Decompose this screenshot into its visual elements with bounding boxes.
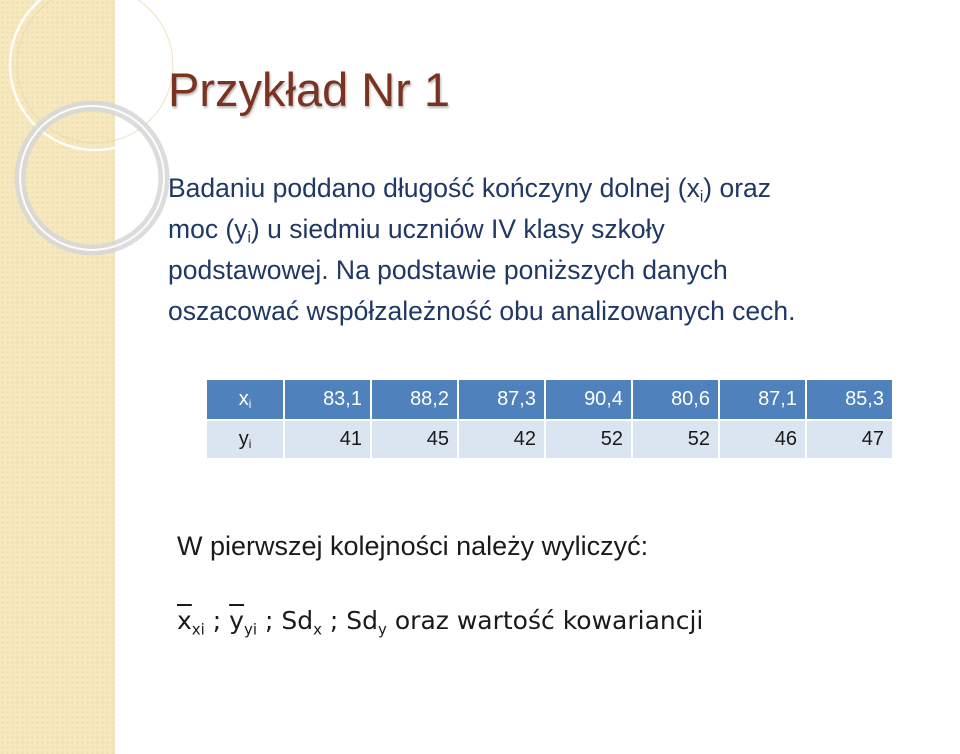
table-cell: 52 [632,420,719,459]
table-row-y [206,420,893,459]
x-mean-symbol: $\overline{x}$ [177,606,192,635]
separator: ; [204,606,230,635]
table-row-x [206,379,893,420]
section-heading: W pierwszej kolejności należy wyliczyć: [177,531,649,561]
slide-title: Przykład Nr 1 [168,63,451,116]
row-label-x [206,379,284,420]
description-line-3: podstawowej. Na podstawie poniższych danych [168,255,728,285]
y-mean-symbol: $\overline{y}$ [229,606,244,635]
table-cell: 87,3 [458,379,545,420]
row-label-text: x [238,388,249,410]
description-text: moc (y [168,214,248,244]
description-text: ) u siedmiu uczniów IV klasy szkoły [250,214,665,244]
table-cell: 85,3 [806,379,893,420]
sd-y-symbol: ; Sd [321,606,379,635]
table-cell: 52 [545,420,632,459]
table-cell: 47 [806,420,893,459]
subscript: x [313,620,322,639]
subscript: i [247,229,251,247]
problem-description [168,168,948,332]
subscript: xi [191,620,205,639]
table-cell: 80,6 [632,379,719,420]
table-cell: 41 [284,420,371,459]
table-cell: 42 [458,420,545,459]
description-text: Badaniu poddano długość kończyny dolnej (x [168,173,700,203]
subscript: y [378,620,387,639]
description-line-4: oszacować współzależność obu analizowanych cech. [168,296,796,326]
table-cell: 46 [719,420,806,459]
table-cell: 90,4 [545,379,632,420]
table-cell: 88,2 [371,379,458,420]
description-line-1 [168,168,948,209]
row-label-text: y [238,428,249,450]
table-cell: 45 [371,420,458,459]
row-label-y [206,420,284,459]
sd-x-symbol: ; Sd [257,606,314,635]
subscript: yi [243,620,258,639]
table-cell: 83,1 [284,379,371,420]
table-cell: 87,1 [719,379,806,420]
formula-line [177,606,704,639]
subscript: i [248,398,252,412]
description-text: ) oraz [703,173,772,203]
data-table [205,378,894,460]
formula-tail: oraz wartość kowariancji [386,606,704,635]
subscript: i [248,438,252,452]
subscript: i [699,188,704,206]
description-line-2 [168,209,948,250]
